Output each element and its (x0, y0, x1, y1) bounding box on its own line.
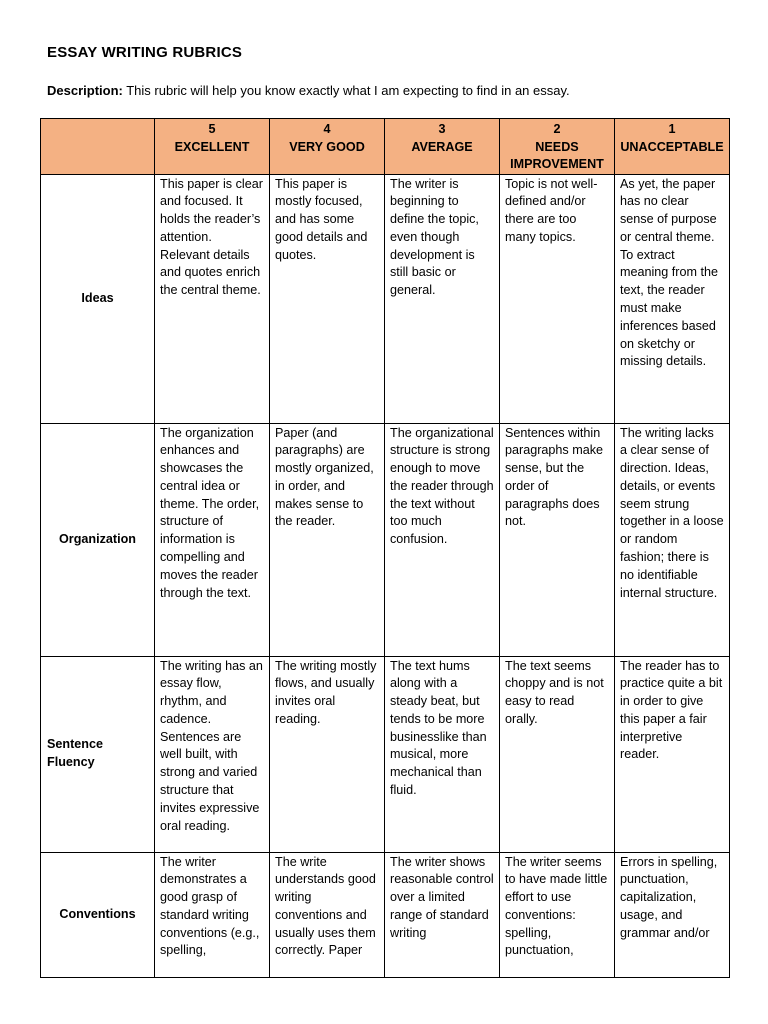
rubric-header-row (41, 119, 730, 175)
rubric-header-corner (41, 119, 155, 175)
rubric-cell: Topic is not well-defined and/or there are too many topics. (500, 174, 615, 423)
rubric-header-average (385, 119, 500, 175)
criterion-label: Ideas (41, 174, 155, 423)
score-label: AVERAGE (411, 139, 473, 154)
rubric-cell: This paper is clear and focused. It holds the reader’s attention. Relevant details and quotes enrich the central theme. (155, 174, 270, 423)
description-lead: Description: (47, 83, 123, 98)
score-value: 3 (438, 122, 446, 136)
criterion-label: Sentence Fluency (41, 656, 155, 852)
score-value: 4 (323, 122, 331, 136)
description-text: This rubric will help you know exactly what I am expecting to find in an essay. (122, 83, 570, 98)
rubric-cell: The text seems choppy and is not easy to read orally. (500, 656, 615, 852)
rubric-cell: Errors in spelling, punctuation, capitalization, usage, and grammar and/or (615, 852, 730, 977)
rubric-cell: The writer seems to have made little effort to use conventions: spelling, punctuation, (500, 852, 615, 977)
score-label: NEEDS IMPROVEMENT (510, 139, 604, 171)
score-value: 5 (208, 122, 216, 136)
score-label: EXCELLENT (174, 139, 250, 154)
rubric-cell: The writing lacks a clear sense of direction. Ideas, details, or events seem strung together in a loose or random fashion; there is no identifiable internal structure. (615, 423, 730, 656)
rubric-header-very-good (270, 119, 385, 175)
score-label: VERY GOOD (289, 139, 365, 154)
rubric-cell: The text hums along with a steady beat, but tends to be more businesslike than musical, more mechanical than fluid. (385, 656, 500, 852)
rubric-cell: Paper (and paragraphs) are mostly organized, in order, and makes sense to the reader. (270, 423, 385, 656)
rubric-row-ideas (41, 174, 730, 423)
rubric-header-unacceptable (615, 119, 730, 175)
rubric-table (40, 118, 730, 978)
criterion-label: Conventions (41, 852, 155, 977)
criterion-label: Organization (41, 423, 155, 656)
rubric-cell: The write understands good writing conventions and usually uses them correctly. Paper (270, 852, 385, 977)
score-value: 2 (553, 122, 561, 136)
rubric-cell: The writer shows reasonable control over a limited range of standard writing (385, 852, 500, 977)
score-label: UNACCEPTABLE (620, 139, 724, 154)
rubric-cell: The writer is beginning to define the topic, even though development is still basic or general. (385, 174, 500, 423)
rubric-cell: Sentences within paragraphs make sense, but the order of paragraphs does not. (500, 423, 615, 656)
rubric-row-sentence-fluency (41, 656, 730, 852)
score-value: 1 (668, 122, 676, 136)
rubric-cell: As yet, the paper has no clear sense of purpose or central theme. To extract meaning from the text, the reader must make inferences based on sketchy or missing details. (615, 174, 730, 423)
rubric-cell: The organization enhances and showcases the central idea or theme. The order, structure of information is compelling and moves the reader through the text. (155, 423, 270, 656)
document-title: ESSAY WRITING RUBRICS (47, 44, 243, 61)
rubric-row-organization (41, 423, 730, 656)
rubric-cell: This paper is mostly focused, and has some good details and quotes. (270, 174, 385, 423)
rubric-header-excellent (155, 119, 270, 175)
rubric-cell: The writing mostly flows, and usually invites oral reading. (270, 656, 385, 852)
rubric-cell: The writer demonstrates a good grasp of standard writing conventions (e.g., spelling, (155, 852, 270, 977)
document-description (47, 83, 570, 98)
rubric-row-conventions (41, 852, 730, 977)
rubric-cell: The organizational structure is strong enough to move the reader through the text without too much confusion. (385, 423, 500, 656)
rubric-cell: The writing has an essay flow, rhythm, and cadence. Sentences are well built, with strong and varied structure that invites expressive oral reading. (155, 656, 270, 852)
rubric-cell: The reader has to practice quite a bit in order to give this paper a fair interpretive reader. (615, 656, 730, 852)
rubric-header-needs-improvement (500, 119, 615, 175)
